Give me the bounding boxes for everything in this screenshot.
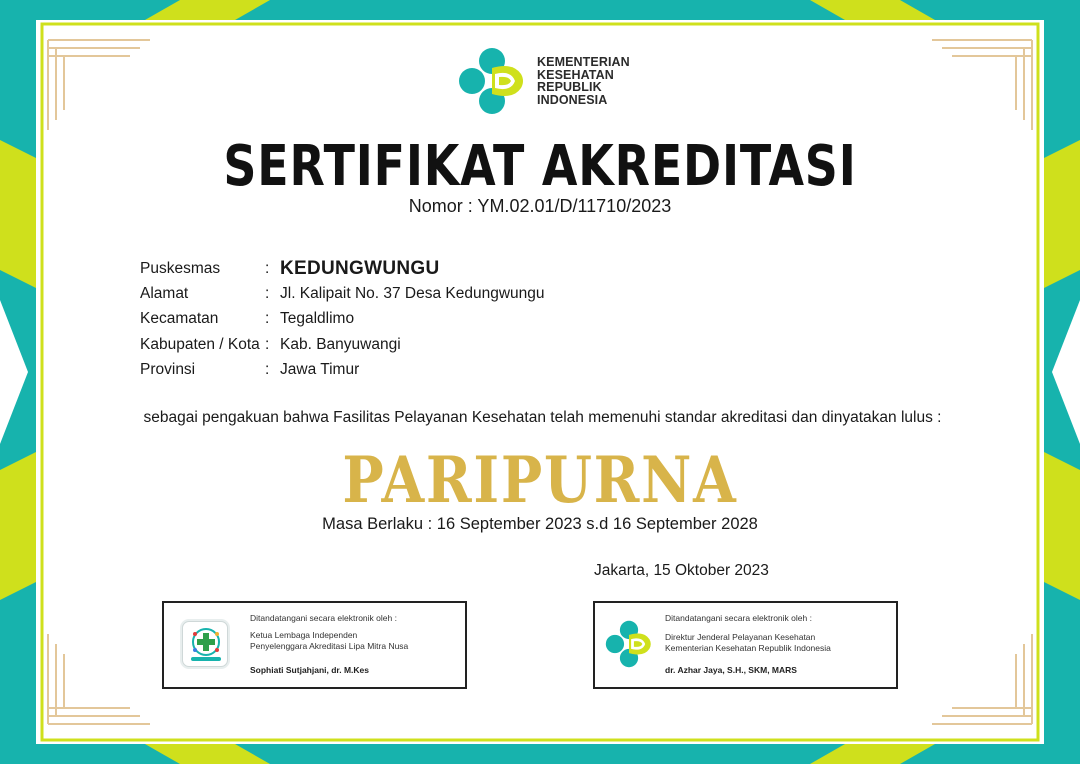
field-row-provinsi (140, 358, 545, 384)
signer-role (250, 630, 408, 652)
signature-heading: Ditandatangani secara elektronik oleh : (250, 613, 397, 623)
field-row-puskesmas (140, 256, 545, 281)
field-separator: : (265, 259, 270, 277)
field-value: KEDUNGWUNGU (280, 257, 440, 279)
ministry-logo-block (455, 44, 630, 118)
field-separator: : (265, 361, 270, 379)
lipa-mitra-nusa-logo-icon (182, 621, 228, 667)
field-label: Alamat (140, 284, 189, 302)
validity-period: Masa Berlaku : 16 September 2023 s.d 16 September 2028 (322, 515, 758, 533)
signature-box-kemenkes (593, 601, 898, 689)
field-value: Jawa Timur (280, 361, 360, 379)
ministry-name-line: KESEHATAN (537, 67, 614, 82)
kemenkes-logo-icon (455, 44, 529, 118)
signer-role-line: Ketua Lembaga Independen (250, 630, 358, 640)
field-value: Kab. Banyuwangi (280, 335, 401, 353)
place-and-date: Jakarta, 15 Oktober 2023 (594, 562, 769, 579)
signer-role-line: Kementerian Kesehatan Republik Indonesia (665, 643, 831, 653)
signer-role-line: Direktur Jenderal Pelayanan Kesehatan (665, 632, 816, 642)
signer-role (665, 632, 831, 654)
field-value: Tegaldlimo (280, 310, 355, 328)
signer-name: Sophiati Sutjahjani, dr. M.Kes (250, 665, 370, 675)
facility-details (140, 256, 545, 383)
signer-role-line: Penyelenggara Akreditasi Lipa Mitra Nusa (250, 641, 409, 651)
field-label: Provinsi (140, 361, 196, 379)
ministry-name-line: INDONESIA (537, 92, 608, 107)
accreditation-statement: sebagai pengakuan bahwa Fasilitas Pelayanan Kesehatan telah memenuhi standar akreditasi dan dinyatakan lulus : (143, 409, 942, 426)
field-separator: : (265, 310, 270, 328)
field-value: Jl. Kalipait No. 37 Desa Kedungwungu (280, 284, 545, 302)
ministry-name-line: REPUBLIK (537, 80, 602, 94)
kemenkes-logo-icon (603, 615, 655, 673)
field-row-alamat (140, 281, 545, 307)
field-label: Puskesmas (140, 259, 221, 277)
field-label: Kabupaten / Kota (140, 335, 260, 353)
ministry-name-line: KEMENTERIAN (537, 55, 630, 69)
ministry-name (537, 56, 630, 106)
certificate-number: Nomor : YM.02.01/D/11710/2023 (408, 196, 672, 216)
signature-box-lipa (162, 601, 467, 689)
field-separator: : (265, 284, 270, 302)
field-separator: : (265, 335, 270, 353)
accreditation-grade: PARIPURNA (342, 443, 738, 518)
certificate-title: SERTIFIKAT AKREDITASI (223, 134, 857, 199)
field-row-kabupaten (140, 332, 545, 358)
field-row-kecamatan (140, 307, 545, 333)
signer-name: dr. Azhar Jaya, S.H., SKM, MARS (665, 665, 797, 675)
field-label: Kecamatan (140, 310, 219, 328)
signature-heading: Ditandatangani secara elektronik oleh : (665, 613, 812, 623)
